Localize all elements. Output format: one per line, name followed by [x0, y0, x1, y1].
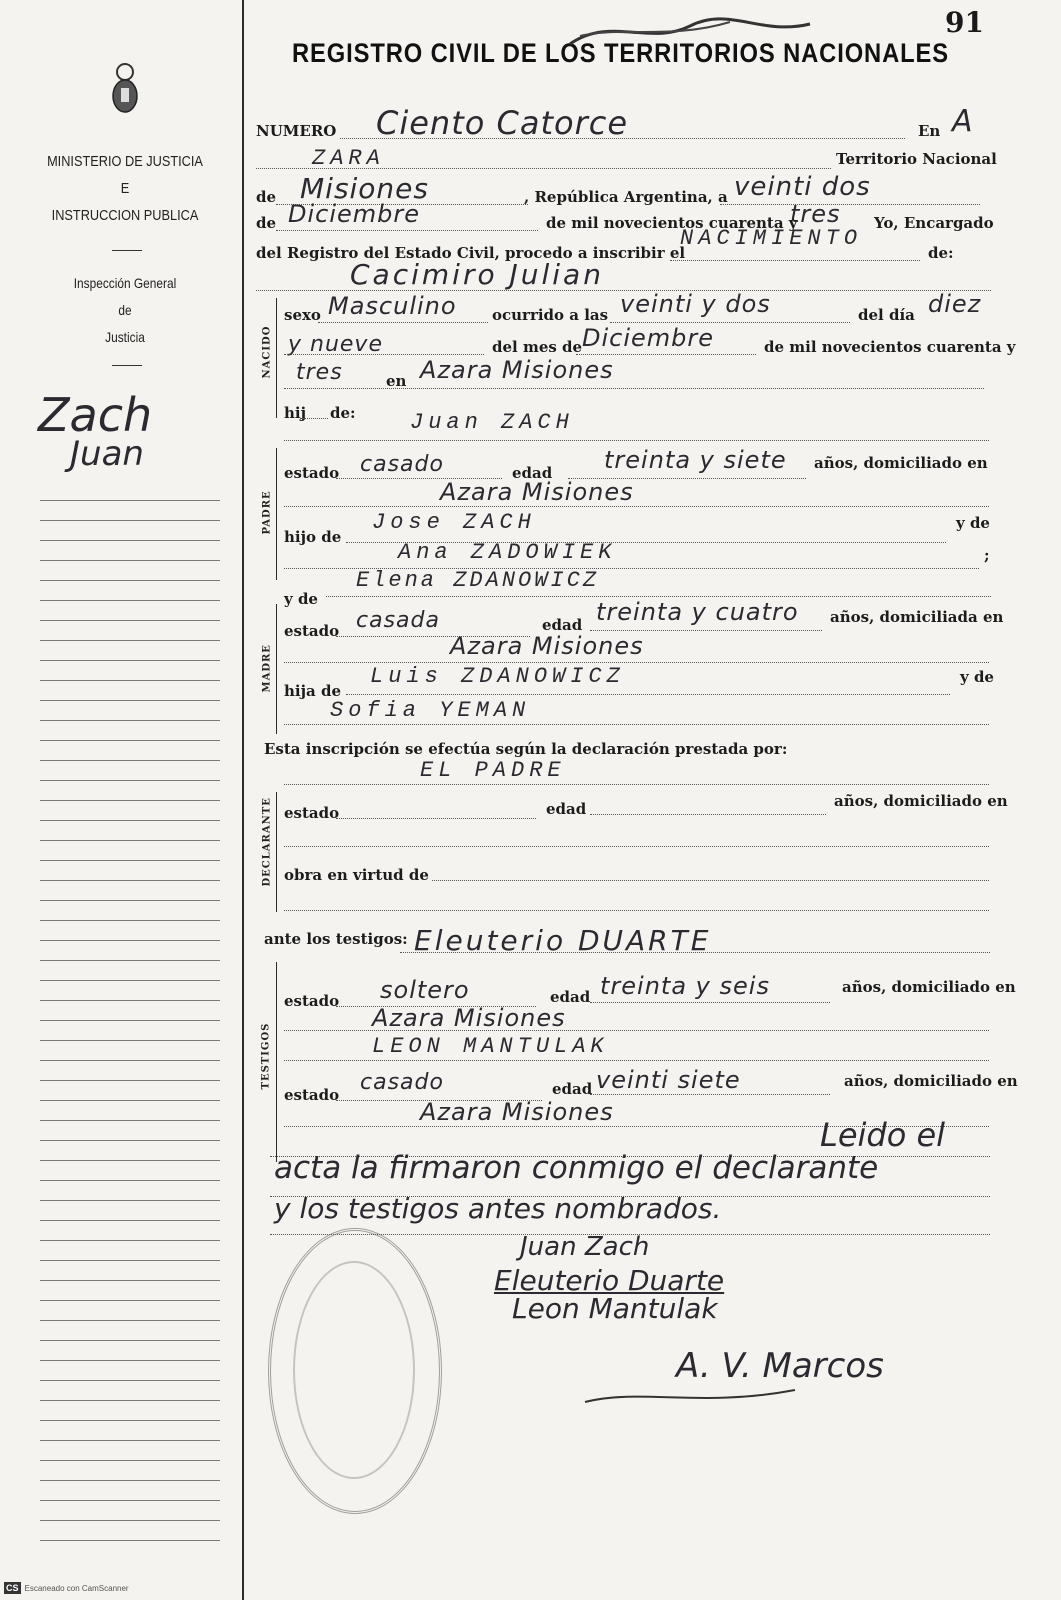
mes-value: Diciembre: [288, 200, 421, 228]
margin-ruled-line: [40, 1320, 220, 1321]
signature-flourish: [580, 1380, 800, 1410]
dotted-line: [346, 694, 950, 695]
margin-ruled-line: [40, 820, 220, 821]
testigos-label: ante los testigos:: [264, 930, 408, 948]
hij-label: hij: [284, 404, 307, 422]
sexo-label: sexo: [284, 306, 321, 324]
margin-ruled-line: [40, 1120, 220, 1121]
official-seal: [268, 1228, 442, 1514]
section-bracket: [276, 962, 277, 1162]
margin-ruled-line: [40, 980, 220, 981]
margin-ruled-line: [40, 1060, 220, 1061]
margin-ruled-line: [40, 1420, 220, 1421]
signature-witness-2: Leon Mantulak: [512, 1292, 718, 1325]
margin-ruled-line: [40, 680, 220, 681]
dotted-line: [300, 418, 328, 419]
margin-ruled-line: [40, 640, 220, 641]
edad-label: edad: [550, 988, 591, 1006]
madre-nombre: Elena ZDANOWICZ: [356, 568, 600, 593]
padre-label: PADRE: [261, 490, 273, 535]
anios-doma-label: años, domiciliada en: [830, 608, 1004, 626]
dotted-line: [318, 322, 488, 323]
estado-label: estado: [284, 464, 340, 482]
testigos-label-vertical: TESTIGOS: [260, 1022, 272, 1090]
dotted-line: [590, 814, 826, 815]
margin-note-name: Juan: [70, 434, 144, 474]
closing-line-1: Leido el: [820, 1116, 946, 1154]
y-de-label: y de: [956, 514, 990, 532]
territorio-value: Misiones: [300, 172, 429, 205]
margin-ruled-line: [40, 1520, 220, 1521]
madre-estado: casada: [356, 608, 440, 633]
document-title: REGISTRO CIVIL DE LOS TERRITORIOS NACIONALES: [292, 38, 949, 68]
madre-domicilio: Azara Misiones: [450, 632, 644, 660]
margin-ruled-line: [40, 1340, 220, 1341]
margin-ruled-line: [40, 1100, 220, 1101]
margin-ruled-line: [40, 600, 220, 601]
edad-label: edad: [546, 800, 587, 818]
en-value: A: [952, 104, 974, 139]
padre-edad: treinta y siete: [604, 446, 787, 474]
estado-label: estado: [284, 804, 340, 822]
scanner-text: Escaneado con CamScanner: [24, 1583, 129, 1593]
margin-ruled-line: [40, 1200, 220, 1201]
vertical-rule: [242, 0, 244, 1600]
lugar-nac-value: Azara Misiones: [420, 356, 614, 384]
margin-ruled-line: [40, 1180, 220, 1181]
margin-ruled-line: [40, 940, 220, 941]
del-dia-label: del día: [858, 306, 915, 324]
anios-dom-label: años, domiciliado en: [814, 454, 988, 472]
section-bracket: [276, 792, 277, 912]
de3-label: de:: [928, 244, 954, 262]
estado-label: estado: [284, 622, 340, 640]
margin-ruled-line: [40, 880, 220, 881]
ministry-block: [44, 148, 206, 229]
margin-ruled-line: [40, 1020, 220, 1021]
signature-father: Juan Zach: [520, 1232, 650, 1262]
margin-ruled-line: [40, 740, 220, 741]
coat-of-arms-icon: [108, 62, 142, 118]
edad-label: edad: [542, 616, 583, 634]
testigo1-nombre: Eleuterio DUARTE: [414, 924, 712, 957]
ministry-line: INSTRUCCION PUBLICA: [51, 207, 199, 224]
testigo1-edad: treinta y seis: [600, 972, 770, 1000]
margin-note-surname: Zach: [38, 388, 153, 442]
margin-ruled-line: [40, 1300, 220, 1301]
dotted-line: [670, 260, 920, 261]
estado-label: estado: [284, 1086, 340, 1104]
inscripcion-label: Esta inscripción se efectúa según la declaración prestada por:: [264, 740, 788, 758]
hora-value: veinti y dos: [620, 290, 771, 318]
madre-label: MADRE: [261, 644, 273, 693]
testigo2-edad: veinti siete: [596, 1066, 741, 1094]
margin-ruled-line: [40, 1500, 220, 1501]
dotted-line: [590, 1002, 830, 1003]
margin-ruled-line: [40, 1540, 220, 1541]
dotted-line: [284, 846, 989, 847]
section-bracket: [276, 604, 277, 734]
dotted-line: [284, 724, 989, 725]
margin-ruled-line: [40, 660, 220, 661]
margin-ruled-line: [40, 1260, 220, 1261]
acto-value: NACIMIENTO: [680, 226, 863, 251]
en2-label: en: [386, 372, 407, 390]
section-bracket: [276, 298, 277, 418]
closing-line-2: acta la firmaron conmigo el declarante: [274, 1150, 879, 1186]
mes-nac-value: Diciembre: [582, 324, 715, 352]
semicolon: ;: [984, 546, 990, 564]
declarante-value: EL PADRE: [420, 758, 566, 783]
ocurrido-label: ocurrido a las: [492, 306, 609, 324]
margin-ruled-line: [40, 580, 220, 581]
margin-ruled-line: [40, 1240, 220, 1241]
dotted-line: [284, 662, 989, 663]
numero-label: NUMERO: [256, 122, 337, 140]
margin-ruled-line: [40, 1400, 220, 1401]
margin-ruled-line: [40, 700, 220, 701]
anios-dom-label: años, domiciliado en: [834, 792, 1008, 810]
dia-value: veinti dos: [734, 172, 871, 202]
left-column: [0, 0, 240, 1600]
signature-witness-1: Eleuterio Duarte: [494, 1264, 725, 1297]
dia-nac-value-2: y nueve: [288, 332, 383, 357]
testigo2-nombre: LEON MANTULAK: [372, 1034, 609, 1059]
margin-ruled-line: [40, 1440, 220, 1441]
divider: [112, 365, 142, 366]
mil-label: de mil novecientos cuarenta y: [764, 338, 1016, 356]
padre-estado: casado: [360, 452, 444, 477]
official-seal-inner-ring: [293, 1261, 415, 1479]
margin-ruled-line: [40, 1460, 220, 1461]
dotted-line: [284, 910, 989, 911]
dotted-line: [256, 168, 831, 169]
ministry-line: E: [120, 180, 130, 197]
testigo2-estado: casado: [360, 1070, 444, 1095]
anio-label: de mil novecientos cuarenta y: [546, 214, 798, 232]
dotted-line: [284, 440, 989, 441]
del-mes-label: del mes de: [492, 338, 583, 356]
margin-ruled-line: [40, 1380, 220, 1381]
dotted-line: [590, 630, 822, 631]
signature-officer: A. V. Marcos: [676, 1346, 884, 1386]
margin-ruled-line: [40, 900, 220, 901]
dotted-line: [284, 388, 984, 389]
margin-ruled-line: [40, 500, 220, 501]
sexo-value: Masculino: [328, 292, 457, 320]
padre-domicilio: Azara Misiones: [440, 478, 634, 506]
margin-ruled-line: [40, 1280, 220, 1281]
de4-label: de:: [330, 404, 356, 422]
strike-scribble: [560, 6, 820, 56]
inspection-line: Inspección General: [73, 275, 177, 291]
margin-ruled-line: [40, 800, 220, 801]
margin-ruled-line: [40, 1360, 220, 1361]
dotted-line: [400, 952, 990, 953]
dotted-line: [336, 818, 536, 819]
margin-ruled-line: [40, 1080, 220, 1081]
inspection-line: de: [118, 302, 132, 318]
scanner-watermark: [4, 1582, 129, 1594]
ministry-line: MINISTERIO DE JUSTICIA: [47, 153, 203, 170]
abuelo-m: Luis ZDANOWICZ: [370, 664, 625, 689]
margin-ruled-line: [40, 1000, 220, 1001]
y-de-label: y de: [960, 668, 994, 686]
anios-dom-label: años, domiciliado en: [842, 978, 1016, 996]
margin-ruled-line: [40, 780, 220, 781]
hija-de-label: hija de: [284, 682, 342, 700]
margin-ruled-line: [40, 560, 220, 561]
margin-ruled-line: [40, 620, 220, 621]
en-label: En: [918, 122, 941, 140]
dotted-line: [326, 596, 991, 597]
obra-label: obra en virtud de: [284, 866, 429, 884]
margin-ruled-line: [40, 860, 220, 861]
dotted-line: [284, 506, 989, 507]
y-de2-label: y de: [284, 590, 318, 608]
abuelo-p: Jose ZACH: [372, 510, 536, 535]
edad-label: edad: [552, 1080, 593, 1098]
dotted-line: [276, 230, 538, 231]
dotted-line: [284, 1060, 989, 1061]
margin-ruled-line: [40, 960, 220, 961]
anio-value: tres: [790, 200, 841, 228]
nacido-label: NACIDO: [261, 325, 273, 379]
scanner-badge: CS: [6, 1583, 19, 1593]
dotted-line: [284, 354, 484, 355]
margin-ruled-line: [40, 1140, 220, 1141]
section-bracket: [276, 448, 277, 580]
margin-ruled-line: [40, 840, 220, 841]
registro-label: del Registro del Estado Civil, procedo a inscribir el: [256, 244, 686, 262]
inspection-block: [44, 270, 206, 351]
yo-label: Yo, Encargado: [874, 214, 994, 232]
dia-nac-value: diez: [928, 290, 982, 318]
estado-label: estado: [284, 992, 340, 1010]
testigo1-domicilio: Azara Misiones: [372, 1004, 566, 1032]
anios-dom-label: años, domiciliado en: [844, 1072, 1018, 1090]
abuela-m: Sofia YEMAN: [330, 698, 531, 723]
margin-ruled-line: [40, 760, 220, 761]
dotted-line: [284, 784, 989, 785]
margin-ruled-line: [40, 1160, 220, 1161]
de-label: de: [256, 188, 277, 206]
nombre-value: Cacimiro Julian: [350, 258, 604, 291]
dotted-line: [720, 204, 980, 205]
margin-ruled-line: [40, 540, 220, 541]
place-value: ZARA: [312, 146, 385, 171]
dotted-line: [284, 1030, 989, 1031]
numero-value: Ciento Catorce: [376, 104, 629, 142]
margin-ruled-line: [40, 720, 220, 721]
dotted-line: [610, 322, 850, 323]
republica-label: , República Argentina, a: [524, 188, 728, 206]
inspection-line: Justicia: [105, 329, 145, 345]
margin-ruled-line: [40, 1040, 220, 1041]
hijo-de-label: hijo de: [284, 528, 342, 546]
territorio-label: Territorio Nacional: [836, 150, 997, 168]
anio-nac-value: tres: [296, 360, 343, 385]
de2-label: de: [256, 214, 277, 232]
dotted-line: [432, 880, 989, 881]
edad-label: edad: [512, 464, 553, 482]
padre-nombre: Juan ZACH: [410, 410, 574, 435]
margin-ruled-line: [40, 920, 220, 921]
dotted-line: [590, 1094, 830, 1095]
page-number: 91: [945, 6, 984, 39]
margin-ruled-line: [40, 1480, 220, 1481]
madre-edad: treinta y cuatro: [596, 598, 799, 626]
abuela-p: Ana ZADOWIEK: [398, 540, 617, 565]
divider: [112, 250, 142, 251]
closing-line-3: y los testigos antes nombrados.: [274, 1192, 722, 1225]
dotted-line: [576, 354, 756, 355]
testigo2-domicilio: Azara Misiones: [420, 1098, 614, 1126]
testigo1-estado: soltero: [380, 976, 470, 1004]
declarante-label: DECLARANTE: [261, 797, 273, 887]
margin-ruled-line: [40, 1220, 220, 1221]
margin-ruled-line: [40, 520, 220, 521]
